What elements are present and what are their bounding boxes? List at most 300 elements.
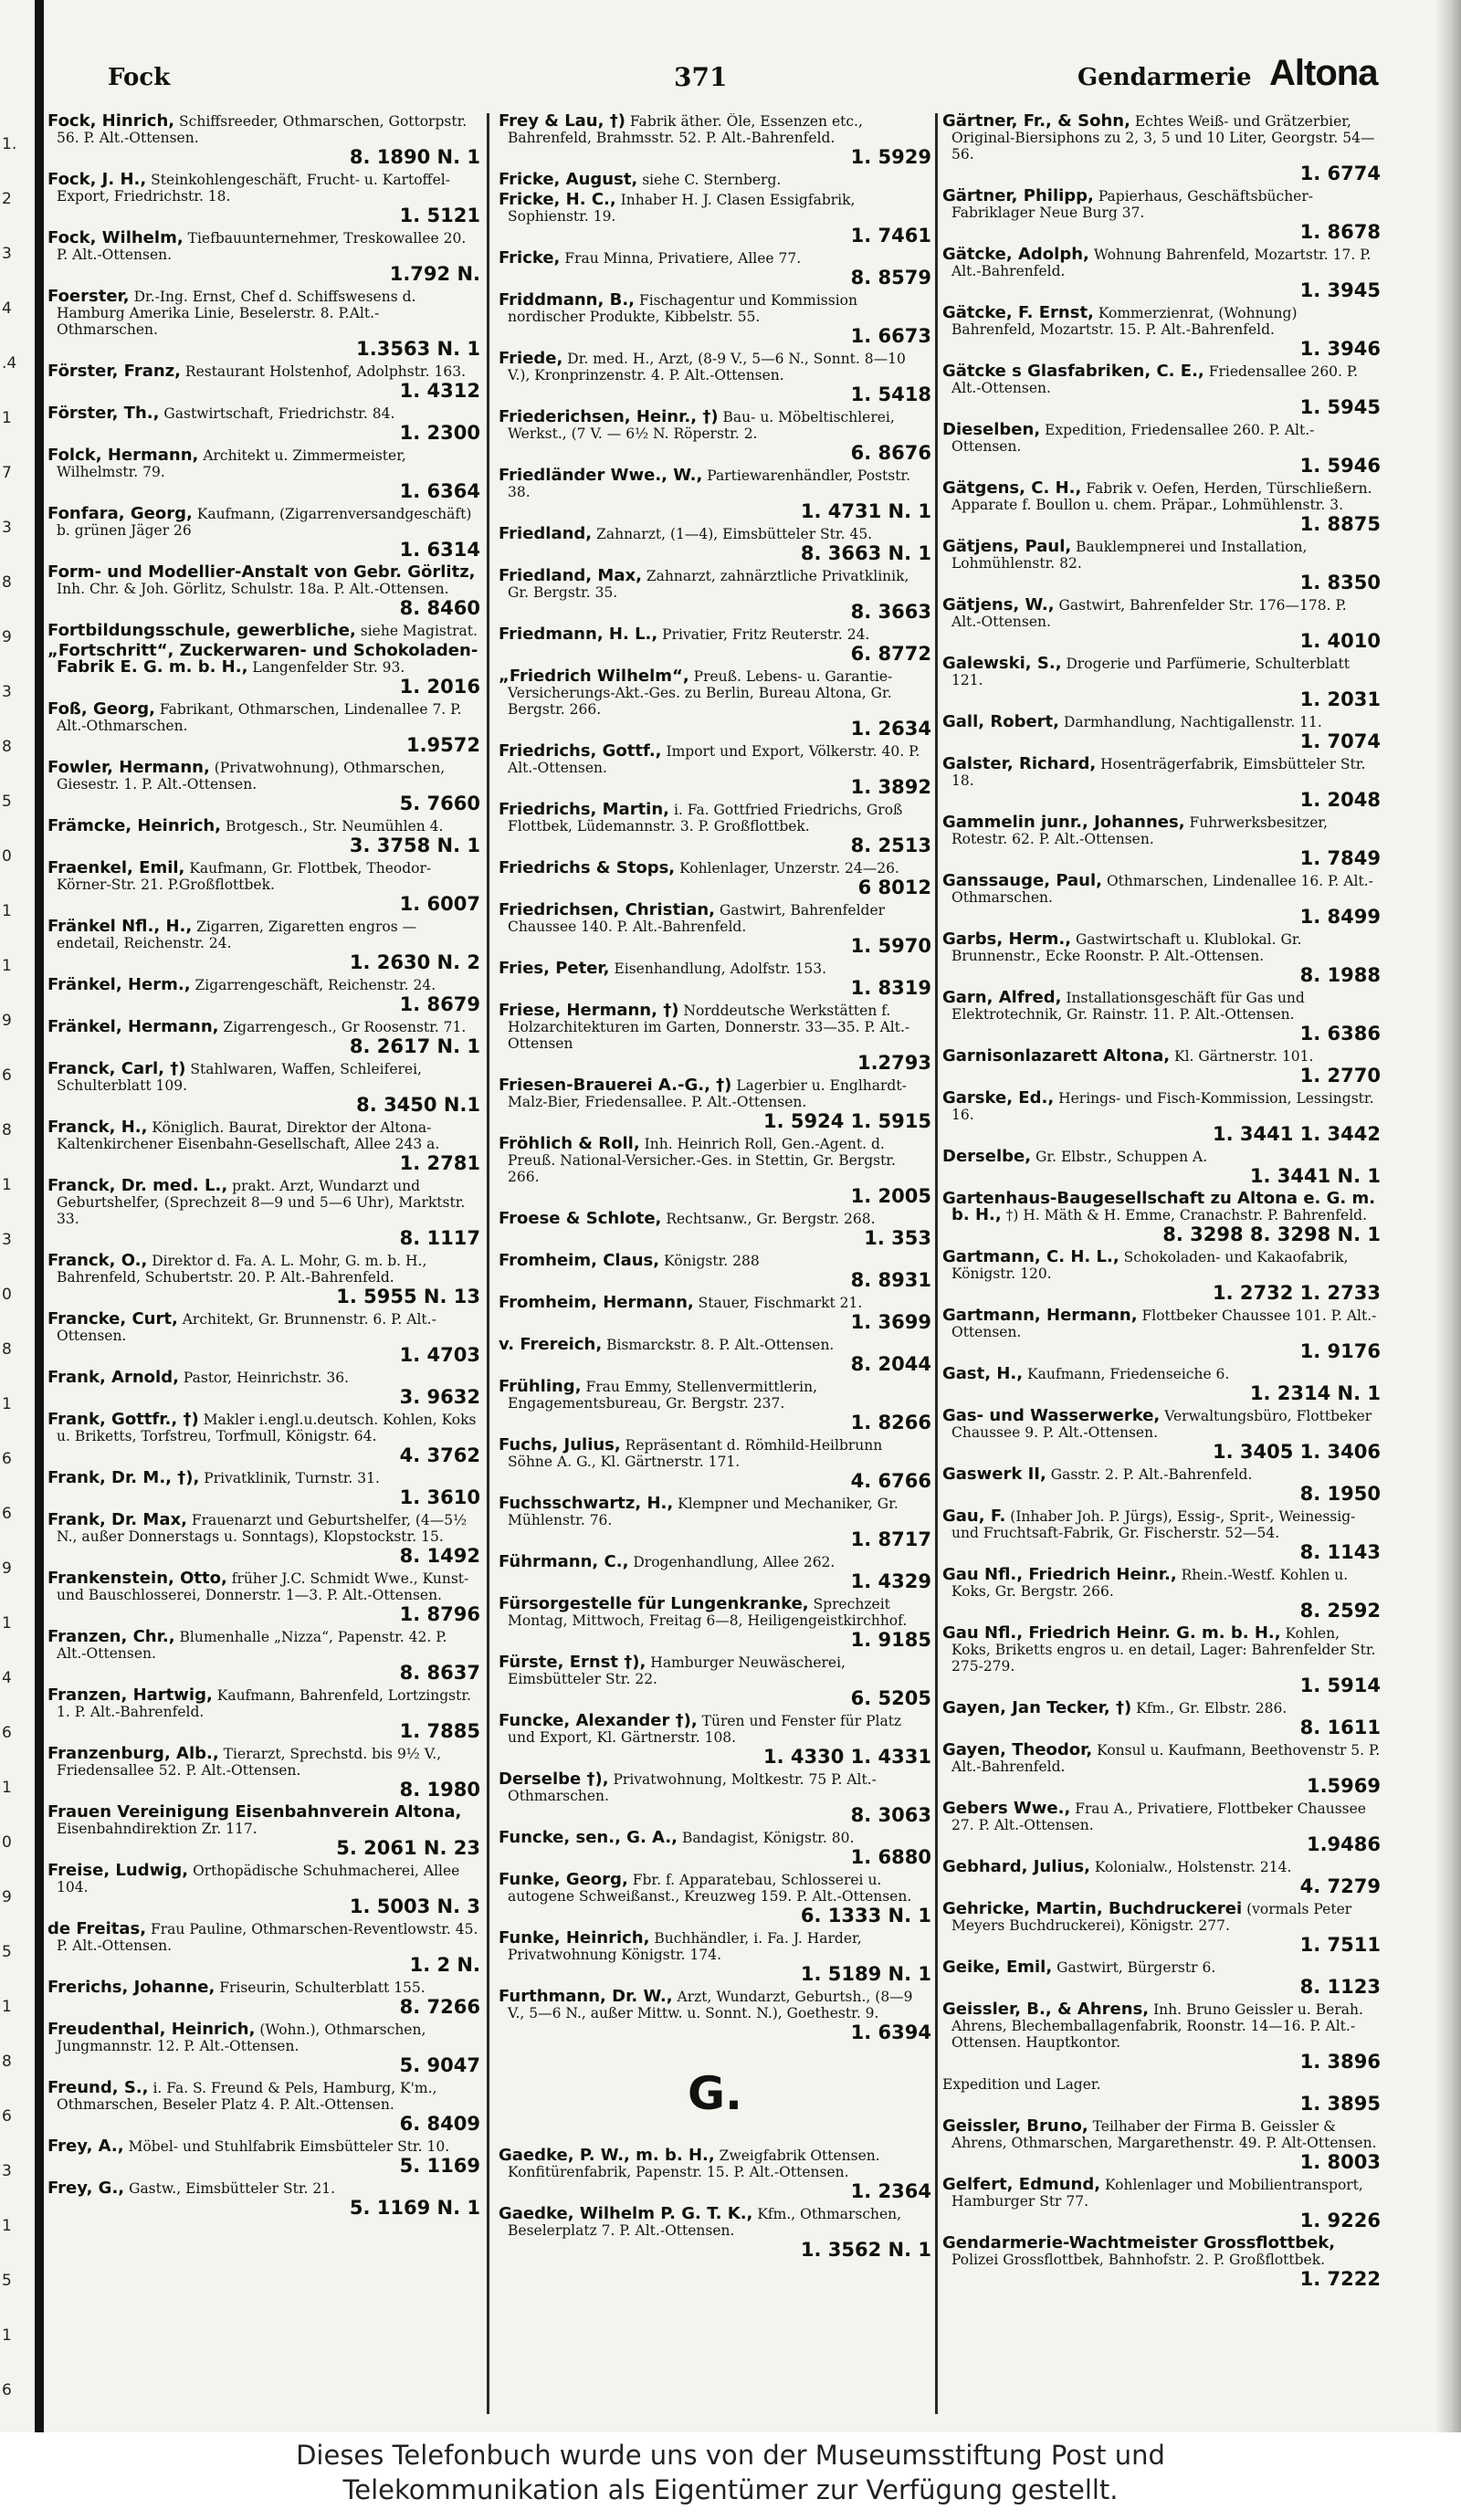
entry-details: siehe Magistrat.: [360, 623, 478, 639]
column-1: [47, 113, 480, 2414]
phone-number: 1. 2005: [850, 1185, 931, 1207]
binding-margin: [0, 0, 35, 2432]
phone-number: 8. 8931: [850, 1269, 931, 1291]
phone-number: 8. 1143: [1299, 1541, 1381, 1563]
phone-number: 1.5969: [1306, 1775, 1381, 1797]
phone-number: 6. 8772: [850, 643, 931, 665]
phone-number: 6. 8676: [850, 442, 931, 464]
phone-number: 1. 6880: [850, 1846, 931, 1868]
directory-entry: [47, 564, 480, 619]
directory-entry: [499, 568, 931, 623]
entry-name: Dieselben,: [942, 420, 1041, 439]
phone-number: 8. 2513: [850, 835, 931, 856]
phone-number: 1. 8717: [850, 1528, 931, 1550]
directory-entry: [47, 1804, 480, 1859]
margin-fragment: 1: [2, 1614, 12, 1633]
binding-edge: [35, 0, 44, 2432]
phone-number: 1. 5946: [1299, 455, 1381, 477]
entry-details: Makler i.engl.u.deutsch. Kohlen, Koks u. Briketts, Torfstreu, Torfmull, Königstr. 64.: [57, 1412, 477, 1444]
entry-name: Förster, Th.,: [47, 404, 160, 423]
entry-name: Friese, Hermann, †): [499, 1001, 679, 1020]
directory-entry: [499, 1930, 931, 1985]
directory-entry: [47, 363, 480, 402]
entry-details: Kl. Gärtnerstr. 101.: [1173, 1048, 1314, 1065]
entry-name: Gätjens, Paul,: [942, 537, 1072, 556]
entry-name: Gätgens, C. H.,: [942, 478, 1082, 498]
entry-name: Gas- und Wasserwerke,: [942, 1406, 1161, 1425]
entry-name: Fock, Wilhelm,: [47, 228, 184, 247]
directory-entry: [942, 422, 1381, 477]
entry-name: Gau Nfl., Friedrich Heinr.,: [942, 1565, 1177, 1584]
entry-details: Pastor, Heinrichstr. 36.: [183, 1370, 349, 1386]
phone-number: 8. 8460: [399, 597, 480, 619]
entry-name: Gebhard, Julius,: [942, 1857, 1090, 1876]
entry-details: Dr. med. H., Arzt, (8-9 V., 5—6 N., Sonnt. 8—10 V.), Kronprinzenstr. 4. P. Alt.-Ottensen.: [508, 351, 906, 383]
entry-name: Foerster,: [47, 287, 130, 306]
phone-number: 4. 7279: [1299, 1875, 1381, 1897]
entry-details: Fbr. f. Apparatebau, Schlosserei u. autogene Schweißanst., Kreuzweg 159. P. Alt.-Ottensen.: [508, 1872, 912, 1905]
directory-entry: [47, 701, 480, 756]
entry-name: Funke, Georg,: [499, 1870, 628, 1889]
directory-entry: [942, 597, 1381, 652]
entry-name: Frey, A.,: [47, 2137, 124, 2156]
entry-name: Fries, Peter,: [499, 959, 610, 978]
phone-number: 8. 1611: [1299, 1717, 1381, 1738]
directory-entry: [942, 756, 1381, 811]
entry-details: Fabrik v. Oefen, Herden, Türschließern. Apparate f. Boullon u. chem. Präpar., Lohmühlenstr. 3.: [951, 480, 1372, 513]
directory-entry: [47, 818, 480, 856]
phone-number: 1. 5929: [850, 146, 931, 168]
margin-fragment: 1.: [2, 135, 17, 153]
phone-number: 1. 6007: [399, 893, 480, 915]
entry-name: Frank, Dr. M., †),: [47, 1468, 200, 1487]
directory-entry: [499, 1872, 931, 1927]
phone-number: 1. 2781: [399, 1152, 480, 1174]
header-first-entry: Fock: [108, 64, 171, 91]
entry-name: Gayen, Jan Tecker, †): [942, 1698, 1132, 1717]
directory-entry: [499, 1437, 931, 1492]
phone-number: 1. 6386: [1299, 1023, 1381, 1045]
entry-details: Bau- u. Möbeltischlerei, Werkst., (7 V. — 6½ N. Röperstr. 2.: [508, 409, 895, 442]
page-edge-shadow: [1435, 0, 1461, 2432]
entry-name: Friedrichs, Gottf.,: [499, 741, 662, 761]
directory-entry: [942, 2177, 1381, 2231]
directory-entry: [47, 1863, 480, 1917]
entry-name: Fürste, Ernst †),: [499, 1653, 646, 1672]
header-city: Altona: [1269, 53, 1378, 93]
margin-fragment: 6: [2, 1505, 12, 1523]
entry-details: Teilhaber der Firma B. Geissler & Ahrens, Othmarschen, Margarethenstr. 49. P. Alt-Ottensen.: [951, 2118, 1377, 2151]
entry-details: Echtes Weiß- und Grätzerbier, Original-Biersiphons zu 2, 3, 5 und 10 Liter, Georgstr. 54—56.: [951, 113, 1375, 163]
header-last-entry: Gendarmerie: [1077, 64, 1252, 91]
directory-entry: [47, 1687, 480, 1742]
entry-name: Friddmann, B.,: [499, 290, 635, 310]
phone-number: 1. 3892: [850, 776, 931, 798]
directory-entry: [499, 1295, 931, 1333]
entry-details: Sprechzeit Montag, Mittwoch, Freitag 6—8, Heiligengeistkirchhof.: [508, 1596, 908, 1629]
margin-fragment: 1: [2, 1779, 12, 1797]
directory-entry: [47, 643, 480, 698]
directory-entry: [499, 1253, 931, 1291]
margin-fragment: 3: [2, 245, 12, 263]
directory-entry: [499, 292, 931, 347]
directory-entry: [499, 860, 931, 898]
directory-entry: [942, 814, 1381, 869]
entry-details: Tierarzt, Sprechstd. bis 9½ V., Friedensallee 52. P. Alt.-Ottensen.: [57, 1746, 442, 1779]
entry-details: Norddeutsche Werkstätten f. Holzarchitekturen im Garten, Donnerstr. 33—35. P. Alt.-Ottensen: [508, 1003, 910, 1052]
directory-entry: [499, 1989, 931, 2043]
phone-number: 1. 3562 N. 1: [800, 2239, 931, 2261]
entry-details: Blumenhalle „Nizza“, Papenstr. 42. P. Alt.-Ottensen.: [57, 1629, 447, 1662]
entry-details: Polizei Grossflottbek, Bahnhofstr. 2. P. Großflottbek.: [951, 2252, 1326, 2268]
entry-name: Folck, Hermann,: [47, 446, 199, 465]
entry-name: Gaswerk II,: [942, 1465, 1046, 1484]
entry-details: Königlich. Baurat, Direktor der Altona-Kaltenkirchener Eisenbahn-Gesellschaft, Allee 243 a.: [57, 1119, 440, 1152]
entry-name: Fuchs, Julius,: [499, 1435, 621, 1454]
entry-details: Zahnarzt, zahnärztliche Privatklinik, Gr. Bergstr. 35.: [508, 568, 909, 601]
entry-details: Konsul u. Kaufmann, Beethovenstr 5. P. Alt.-Bahrenfeld.: [951, 1742, 1381, 1775]
entry-details: Brotgesch., Str. Neumühlen 4.: [225, 818, 444, 835]
entry-details: Frau A., Privatiere, Flottbeker Chaussee 27. P. Alt.-Ottensen.: [951, 1801, 1366, 1833]
entry-name: de Freitas,: [47, 1919, 147, 1938]
entry-name: Främcke, Heinrich,: [47, 816, 222, 835]
phone-number: 1. 8678: [1299, 221, 1381, 243]
directory-entry: [499, 1211, 931, 1249]
entry-details: Fischagentur und Kommission nordischer Produkte, Kibbelstr. 55.: [508, 292, 857, 325]
entry-name: Gast, H.,: [942, 1364, 1024, 1383]
directory-entry: [47, 2080, 480, 2135]
directory-entry: [47, 1019, 480, 1057]
entry-name: Foß, Georg,: [47, 699, 155, 719]
entry-name: Fuchsschwartz, H.,: [499, 1494, 674, 1513]
margin-fragment: 1: [2, 409, 12, 427]
entry-name: Gau Nfl., Friedrich Heinr. G. m. b. H.,: [942, 1623, 1281, 1643]
directory-entry: [942, 1700, 1381, 1738]
entry-details: Privatklinik, Turnstr. 31.: [204, 1470, 380, 1486]
directory-entry: [499, 250, 931, 289]
entry-details: Gastwirtschaft u. Klublokal. Gr. Brunnenstr., Ecke Roonstr. P. Alt.-Ottensen.: [951, 931, 1302, 964]
phone-number: 1. 2031: [1299, 688, 1381, 710]
directory-entry: [942, 2235, 1381, 2290]
entry-name: Fränkel Nfl., H.,: [47, 917, 193, 936]
entry-details: Rechtsanw., Gr. Bergstr. 268.: [666, 1211, 876, 1227]
margin-fragment: 1: [2, 1998, 12, 2016]
phone-number: 1. 2048: [1299, 789, 1381, 811]
margin-fragment: 1: [2, 1176, 12, 1194]
directory-entry: [47, 977, 480, 1015]
margin-fragment: 0: [2, 1286, 12, 1304]
directory-entry: [47, 1470, 480, 1508]
phone-number: 1. 4010: [1299, 630, 1381, 652]
entry-details: Fuhrwerksbesitzer, Rotestr. 62. P. Alt.-Ottensen.: [951, 814, 1329, 847]
entry-name: „Friedrich Wilhelm“,: [499, 667, 689, 686]
directory-entry: [499, 961, 931, 999]
entry-name: Friedrichs, Martin,: [499, 800, 669, 819]
phone-number: 1. 3610: [399, 1486, 480, 1508]
directory-entry: [47, 1412, 480, 1466]
entry-name: Gartenhaus-Baugesellschaft zu Altona e. G. m. b. H.,: [942, 1189, 1376, 1224]
phone-number: 8. 2617 N. 1: [349, 1035, 480, 1057]
footer-line-2: Telekommunikation als Eigentümer zur Verfügung gestellt.: [342, 2474, 1119, 2505]
entry-name: Franck, O.,: [47, 1251, 148, 1270]
phone-number: 3. 3758 N. 1: [349, 835, 480, 856]
phone-number: 1. 3699: [850, 1311, 931, 1333]
entry-details: Kfm., Gr. Elbstr. 286.: [1136, 1700, 1288, 1717]
entry-details: i. Fa. S. Freund & Pels, Hamburg, K'm., Othmarschen, Beseler Platz 4. P. Alt.-Ottensen.: [57, 2080, 437, 2113]
entry-details: prakt. Arzt, Wundarzt und Geburtshelfer, (Sprechzeit 8—9 und 5—6 Uhr), Marktstr. 33.: [57, 1178, 466, 1227]
entry-name: Fock, J. H.,: [47, 170, 147, 189]
directory-entry: [942, 2076, 1381, 2115]
entry-name: Frey, G.,: [47, 2179, 125, 2198]
entry-name: Gau, F.: [942, 1507, 1006, 1526]
margin-fragment: 5: [2, 793, 12, 811]
column-divider: [487, 113, 489, 2414]
phone-number: 5. 2061 N. 23: [336, 1837, 480, 1859]
directory-entry: [942, 113, 1381, 184]
margin-fragment: 9: [2, 1888, 12, 1906]
entry-details: Kfm., Othmarschen, Beselerplatz 7. P. Alt.-Ottensen.: [508, 2206, 902, 2239]
entry-name: Fromheim, Hermann,: [499, 1293, 694, 1312]
entry-details: Gastwirt, Bahrenfelder Str. 176—178. P. Alt.-Ottensen.: [951, 597, 1347, 630]
directory-entry: [499, 1596, 931, 1651]
entry-details: Othmarschen, Lindenallee 16. P. Alt.-Othmarschen.: [951, 873, 1373, 906]
entry-details: Architekt, Gr. Brunnenstr. 6. P. Alt.-Ottensen.: [57, 1311, 436, 1344]
phone-number: 1. 3895: [1299, 2093, 1381, 2115]
phone-number: 1. 6673: [850, 325, 931, 347]
directory-entry: [47, 919, 480, 973]
entry-details: Zigarren, Zigaretten engros — endetail, Reichenstr. 24.: [57, 919, 417, 951]
directory-entry: [499, 1496, 931, 1550]
phone-number: 1. 3405 1. 3406: [1212, 1441, 1381, 1463]
margin-fragment: 3: [2, 519, 12, 537]
margin-fragment: 2: [2, 190, 12, 208]
entry-details: Privatier, Fritz Reuterstr. 24.: [662, 626, 870, 643]
entry-name: Franzen, Chr.,: [47, 1627, 175, 1646]
phone-number: 5. 9047: [399, 2054, 480, 2076]
phone-number: 1.2793: [857, 1052, 931, 1074]
entry-name: Fraenkel, Emil,: [47, 858, 185, 877]
directory-entry: [47, 1746, 480, 1801]
phone-number: 1. 7074: [1299, 730, 1381, 752]
phone-number: 8. 3063: [850, 1804, 931, 1826]
entry-name: Franck, Dr. med. L.,: [47, 1176, 228, 1195]
phone-number: 6. 8409: [399, 2113, 480, 2135]
entry-details: Architekt u. Zimmermeister, Wilhelmstr. 79.: [57, 447, 406, 480]
entry-name: Gaedke, P. W., m. b. H.,: [499, 2146, 715, 2165]
entry-name: Fricke, August,: [499, 170, 638, 189]
entry-name: Gebers Wwe.,: [942, 1799, 1071, 1818]
margin-fragment: .4: [2, 354, 17, 373]
entry-details: Lagerbier u. Englhardt-Malz-Bier, Friedensallee. P. Alt.-Ottensen.: [508, 1077, 907, 1110]
directory-entry: [47, 405, 480, 444]
entry-name: Froese & Schlote,: [499, 1209, 662, 1228]
phone-number: 1. 3441 N. 1: [1249, 1165, 1381, 1187]
entry-name: Garnisonlazarett Altona,: [942, 1046, 1171, 1066]
entry-details: Gasstr. 2. P. Alt.-Bahrenfeld.: [1050, 1466, 1253, 1483]
directory-entry: [499, 113, 931, 168]
entry-name: Furthmann, Dr. W.,: [499, 1987, 673, 2006]
column-3: [942, 113, 1381, 2414]
entry-name: Derselbe,: [942, 1147, 1032, 1166]
entry-name: Garn, Alfred,: [942, 988, 1062, 1007]
directory-entry: [499, 802, 931, 856]
directory-entry: [47, 2138, 480, 2177]
entry-details: Fabrik äther. Öle, Essenzen etc., Bahrenfeld, Brahmsstr. 52. P. Alt.-Bahrenfeld.: [508, 113, 863, 146]
margin-fragment: 6: [2, 1066, 12, 1085]
directory-entry: [47, 2180, 480, 2219]
entry-name: Gendarmerie-Wachtmeister Grossflottbek,: [942, 2233, 1336, 2252]
entry-name: Gartmann, C. H. L.,: [942, 1247, 1119, 1266]
directory-entry: [499, 1713, 931, 1768]
phone-number: 3. 9632: [399, 1386, 480, 1408]
phone-number: 1. 2 N.: [409, 1954, 480, 1976]
phone-number: 8. 8579: [850, 267, 931, 289]
entry-name: Franck, Carl, †): [47, 1059, 186, 1078]
phone-number: 1. 3946: [1299, 338, 1381, 360]
phone-number: 1. 2732 1. 2733: [1212, 1282, 1381, 1304]
entry-details: Kaufmann, (Zigarrenversandgeschäft) b. grünen Jäger 26: [57, 506, 472, 539]
column-2: [499, 113, 931, 2414]
entry-name: Garske, Ed.,: [942, 1088, 1055, 1108]
directory-entry: [942, 873, 1381, 928]
entry-details: Zahnarzt, (1—4), Eimsbütteler Str. 45.: [596, 526, 873, 542]
phone-number: 1. 5945: [1299, 396, 1381, 418]
phone-number: 4. 3762: [399, 1444, 480, 1466]
entry-details: Kohlen, Koks, Briketts engros u. en detail, Lager: Bahrenfelder Str. 275-279.: [951, 1625, 1376, 1675]
phone-number: 8. 1123: [1299, 1976, 1381, 1998]
entry-details: Klempner und Mechaniker, Gr. Mühlenstr. 76.: [508, 1496, 899, 1528]
entry-name: Gätcke, Adolph,: [942, 245, 1089, 264]
margin-fragment: 7: [2, 464, 12, 482]
entry-details: Bandagist, Königstr. 80.: [681, 1830, 855, 1846]
directory-entry: [942, 1149, 1381, 1187]
phone-number: 1. 9226: [1299, 2210, 1381, 2231]
directory-entry: [942, 1307, 1381, 1362]
entry-details: Flottbeker Chaussee 101. P. Alt.-Ottensen.: [951, 1307, 1377, 1340]
entry-details: Drogenhandlung, Allee 262.: [633, 1554, 836, 1570]
directory-entry: [499, 1654, 931, 1709]
entry-name: Geissler, Bruno,: [942, 2116, 1088, 2136]
entry-name: Gätcke, F. Ernst,: [942, 303, 1094, 322]
entry-name: Frey & Lau, †): [499, 113, 625, 131]
directory-entry: [47, 623, 480, 639]
directory-entry: [499, 1554, 931, 1592]
directory-entry: [942, 1249, 1381, 1304]
phone-number: 8. 1980: [399, 1779, 480, 1801]
entry-details: Dr.-Ing. Ernst, Chef d. Schiffswesens d. Hamburg Amerika Linie, Beselerstr. 8. P.Alt.-Othmarschen.: [57, 289, 416, 338]
margin-fragment: 6: [2, 1724, 12, 1742]
entry-details: Langenfelder Str. 93.: [252, 659, 405, 676]
phone-number: 1. 2364: [850, 2180, 931, 2202]
phone-number: 1. 2770: [1299, 1065, 1381, 1087]
entry-details: Frauenarzt und Geburtshelfer, (4—5½ N., außer Donnerstags u. Sonntags), Klopstockstr. 15.: [57, 1512, 468, 1545]
entry-details: Zigarrengesch., Gr Roosenstr. 71.: [223, 1019, 467, 1035]
page-number: 371: [674, 62, 728, 92]
entry-name: Gärtner, Fr., & Sohn,: [942, 113, 1130, 131]
entry-details: Inh. Heinrich Roll, Gen.-Agent. d. Preuß. National-Versicher.-Ges. in Stettin, Gr. Bergstr. 266.: [508, 1136, 896, 1185]
entry-details: Kaufmann, Bahrenfeld, Lortzingstr. 1. P. Alt.-Bahrenfeld.: [57, 1687, 471, 1720]
phone-number: 1.9486: [1306, 1833, 1381, 1855]
entry-name: Funcke, Alexander †),: [499, 1711, 698, 1730]
directory-entry: [47, 1119, 480, 1174]
entry-name: Garbs, Herm.,: [942, 929, 1072, 949]
entry-details: Gastw., Eimsbütteler Str. 21.: [129, 2180, 336, 2197]
phone-number: 1. 8499: [1299, 906, 1381, 928]
directory-entry: [47, 230, 480, 285]
phone-number: 1. 8350: [1299, 572, 1381, 593]
entry-name: Fricke, H. C.,: [499, 190, 616, 209]
directory-entry: [499, 467, 931, 522]
directory-entry: [499, 526, 931, 564]
phone-number: 8. 3663 N. 1: [800, 542, 931, 564]
phone-number: 8. 2044: [850, 1353, 931, 1375]
phone-number: 1.9572: [405, 734, 480, 756]
entry-details: Möbel- und Stuhlfabrik Eimsbütteler Str. 10.: [128, 2138, 450, 2155]
entry-details: Kaufmann, Friedenseiche 6.: [1027, 1366, 1230, 1382]
phone-number: 8. 1492: [399, 1545, 480, 1567]
directory-entry: [47, 1570, 480, 1625]
directory-entry: [499, 1136, 931, 1207]
entry-details: Arzt, Wundarzt, Geburtsh., (8—9 V., 5—6 N., außer Mittw. u. Sonnt. N.), Goethestr. 9.: [508, 1989, 913, 2021]
directory-entry: [942, 1625, 1381, 1696]
phone-number: 1.3563 N. 1: [356, 338, 480, 360]
entry-name: „Fortschritt“, Zuckerwaren- und Schokoladen-Fabrik E. G. m. b. H.,: [47, 641, 478, 677]
phone-number: 1. 5003 N. 3: [349, 1895, 480, 1917]
directory-entry: [47, 1311, 480, 1366]
entry-name: Freund, S.,: [47, 2078, 149, 2097]
entry-details: Direktor d. Fa. A. L. Mohr, G. m. b. H., Bahrenfeld, Schubertstr. 20. P. Alt.-Bahrenfeld.: [57, 1253, 427, 1286]
entry-name: Frank, Gottfr., †): [47, 1410, 199, 1429]
entry-name: Gelfert, Edmund,: [942, 2175, 1101, 2194]
directory-entry: [942, 363, 1381, 418]
entry-details: Import und Export, Völkerstr. 40. P. Alt.-Ottensen.: [508, 743, 920, 776]
entry-name: Gayen, Theodor,: [942, 1740, 1093, 1759]
entry-name: Friedrichs & Stops,: [499, 858, 676, 877]
phone-number: 1. 8319: [850, 977, 931, 999]
entry-details: Kommerzienrat, (Wohnung) Bahrenfeld, Mozartstr. 15. P. Alt.-Bahrenfeld.: [951, 305, 1298, 338]
entry-name: Gärtner, Philipp,: [942, 186, 1094, 205]
directory-entry: [47, 289, 480, 360]
entry-details: Friedensallee 260. P. Alt.-Ottensen.: [951, 363, 1359, 396]
directory-entry: [47, 1512, 480, 1567]
entry-name: Geike, Emil,: [942, 1958, 1053, 1977]
entry-name: Fricke,: [499, 248, 561, 268]
directory-entry: [942, 1090, 1381, 1145]
entry-details: Expedition und Lager.: [942, 2076, 1101, 2093]
entry-details: Frau Pauline, Othmarschen-Reventlowstr. 45. P. Alt.-Ottensen.: [57, 1921, 478, 1954]
phone-number: 1. 4329: [850, 1570, 931, 1592]
entry-details: Frau Emmy, Stellenvermittlerin, Engagementsbureau, Gr. Bergstr. 237.: [508, 1379, 817, 1412]
entry-name: Fränkel, Herm.,: [47, 975, 191, 994]
margin-fragment: 9: [2, 628, 12, 646]
directory-entry: [47, 113, 480, 168]
entry-details: (Inhaber Joh. P. Jürgs), Essig-, Sprit-, Weinessig- und Fruchtsaft-Fabrik, Gr. Fischerstr. 52—54.: [951, 1508, 1356, 1541]
phone-number: 1. 3896: [1299, 2051, 1381, 2073]
entry-details: Eisenbahndirektion Zr. 117.: [57, 1821, 258, 1837]
directory-entry: [47, 1061, 480, 1116]
entry-details: Kolonialw., Holstenstr. 214.: [1094, 1859, 1292, 1875]
entry-name: Friedländer Wwe., W.,: [499, 466, 703, 485]
entry-name: Friede,: [499, 349, 563, 368]
directory-entry: [942, 1859, 1381, 1897]
directory-entry: [47, 1178, 480, 1249]
phone-number: 5. 7660: [399, 793, 480, 814]
phone-number: 1. 5955 N. 13: [336, 1286, 480, 1307]
entry-name: Gehricke, Martin, Buchdruckerei: [942, 1899, 1243, 1918]
margin-fragment: 0: [2, 847, 12, 866]
phone-number: 1. 4703: [399, 1344, 480, 1366]
entry-name: Fränkel, Hermann,: [47, 1017, 219, 1036]
